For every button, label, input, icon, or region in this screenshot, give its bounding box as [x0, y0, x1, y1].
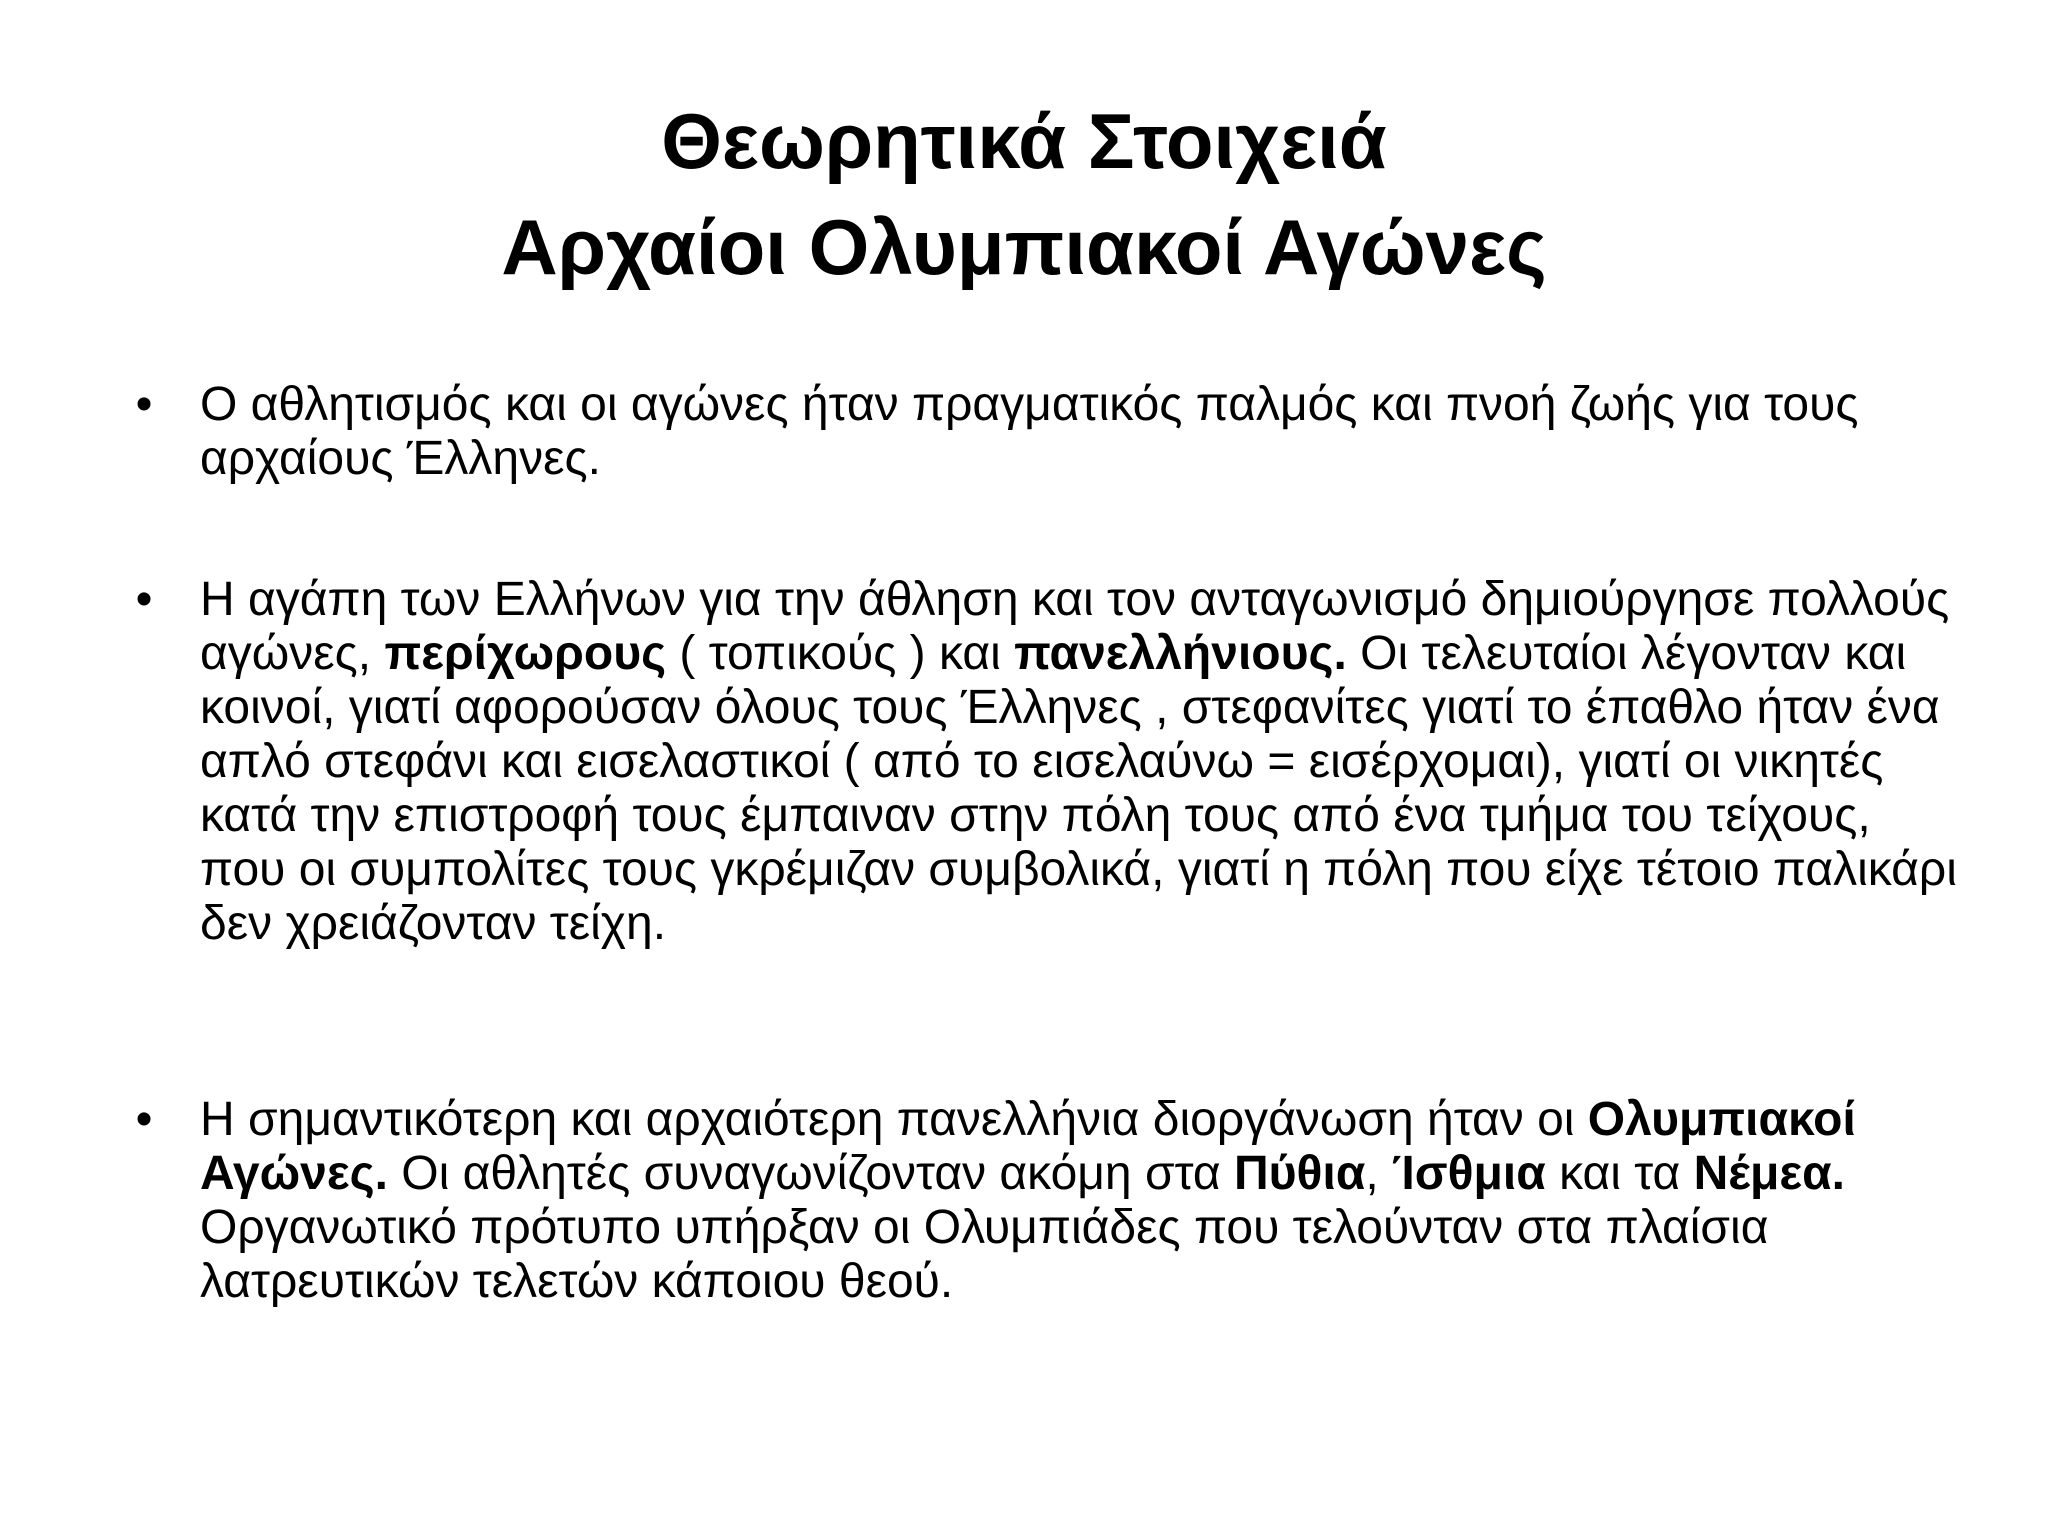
bold-term: Νέμεα. [1693, 1147, 1845, 1200]
bullet-item [135, 573, 1960, 951]
text-segment: Οργανωτικό πρότυπο υπήρξαν οι Ολυμπιάδες που τελούνταν στα πλαίσια λατρευτικών τελετών κάποιου θεού. [200, 1201, 1769, 1308]
bullet-text [200, 573, 1957, 950]
bold-term: Ολυμπιακοί Αγώνες. [200, 1093, 1856, 1200]
bullet-text [200, 1093, 1856, 1308]
text-segment: Η σημαντικότερη και αρχαιότερη πανελλήνια διοργάνωση ήταν οι [200, 1093, 1588, 1146]
text-segment: Οι τελευταίοι λέγονταν και κοινοί, γιατί αφορούσαν όλους τους Έλληνες , στεφανίτες γιατί το έπαθλο ήταν ένα απλό στεφάνι και εισελαστικοί ( από το εισελαύνω = εισέρχομαι), γιατί οι νικητές κατά την επιστροφή τους έμπαιναν στην πόλη τους από ένα τμήμα του τείχους, που οι συμπολίτες τους γκρέμιζαν συμβολικά, γιατί η πόλη που είχε τέτοιο παλικάρι δεν χρειάζονταν τείχη. [200, 627, 1957, 950]
text-segment: και τα [1545, 1147, 1694, 1200]
bullet-icon: • [135, 378, 153, 431]
text-segment: Οι αθλητές συναγωνίζονταν ακόμη στα [387, 1147, 1234, 1200]
bold-term: Ίσθμια [1392, 1147, 1546, 1200]
bullet-item [135, 378, 1960, 486]
bullet-item [135, 1093, 1960, 1309]
text-segment: Ο αθλητισμός και οι αγώνες ήταν πραγματικός παλμός και πνοή ζωής για τους αρχαίους Έλληνες. [200, 378, 1859, 485]
bold-term: Πύθια [1233, 1147, 1366, 1200]
slide-title [0, 88, 2048, 300]
bold-term: περίχωρους [384, 627, 667, 680]
bold-term: πανελλήνιους. [1014, 627, 1347, 680]
text-segment: , [1365, 1147, 1393, 1200]
bullet-icon: • [135, 1093, 153, 1146]
bullet-icon: • [135, 573, 153, 626]
text-segment: ( τοπικούς ) και [666, 627, 1015, 680]
title-line-1: Θεωρητικά Στοιχειά [661, 97, 1387, 185]
text-segment: Η αγάπη των Ελλήνων για την άθληση και τον ανταγωνισμό δημιούργησε πολλούς αγώνες, [200, 573, 1950, 680]
title-line-2: Αρχαίοι Ολυμπιακοί Αγώνες [501, 203, 1547, 291]
bullet-text [200, 378, 1858, 485]
